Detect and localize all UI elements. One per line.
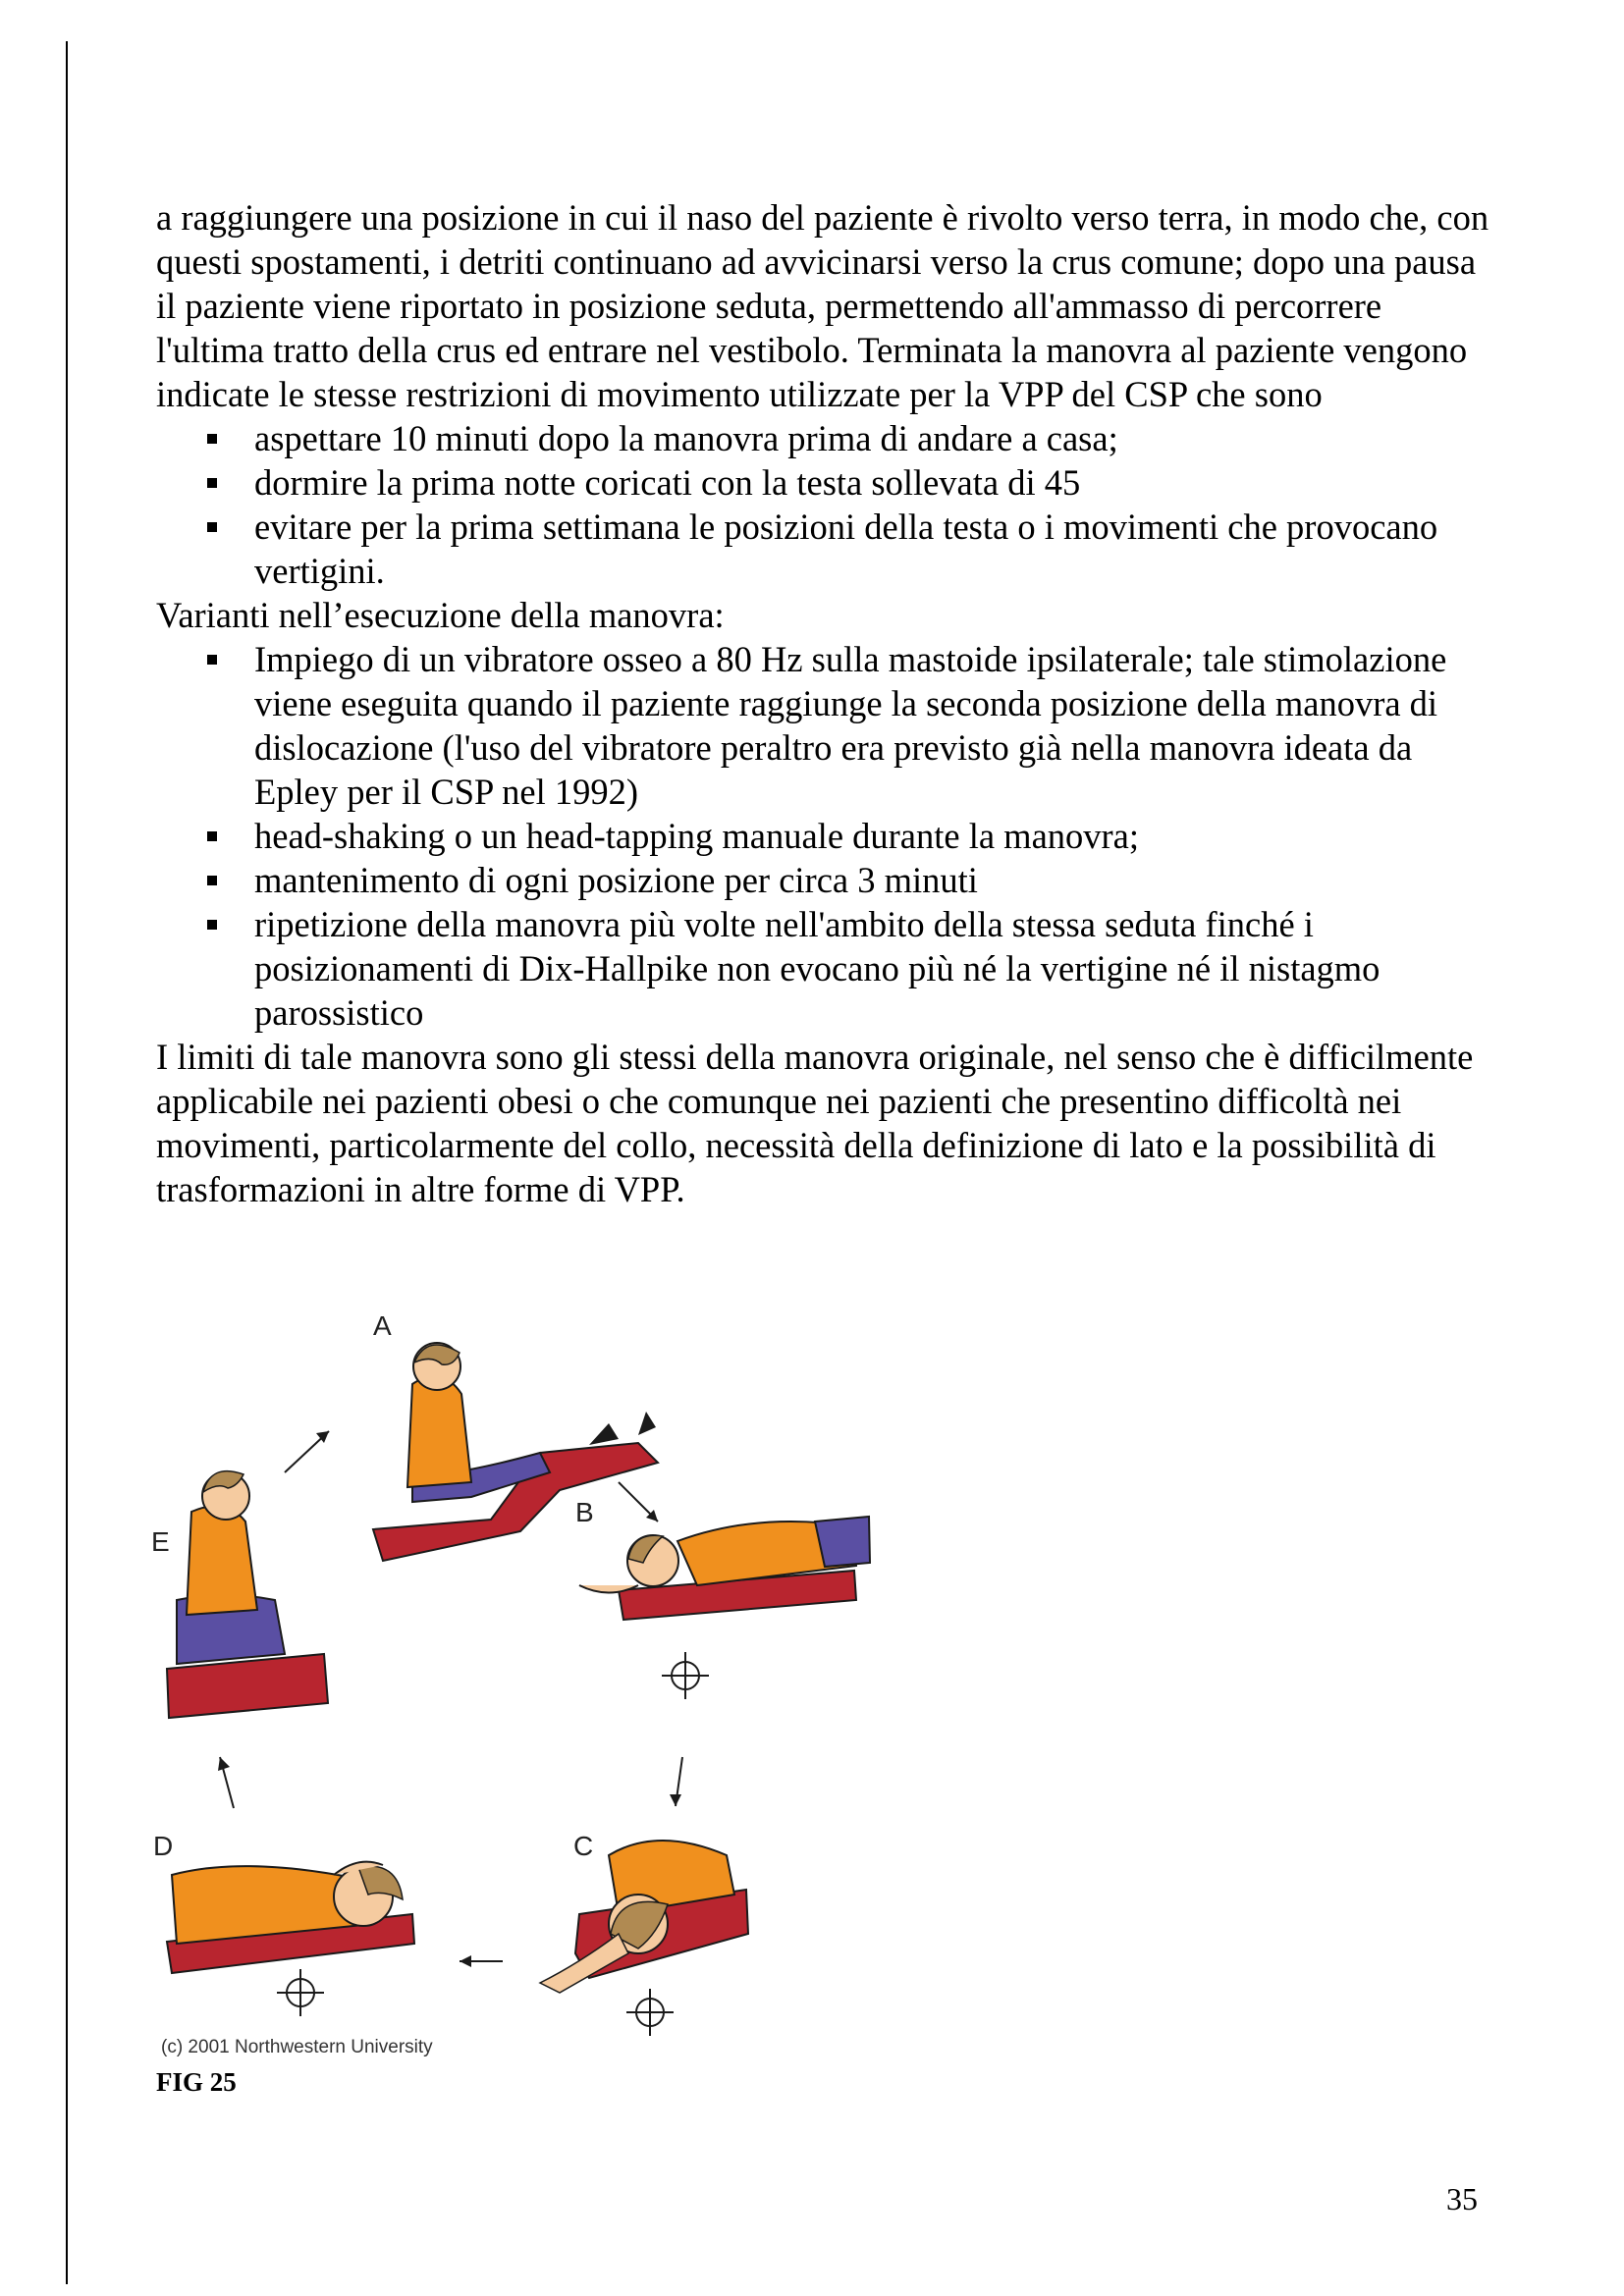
variants-list [156,637,1491,1035]
list-item: Impiego di un vibratore osseo a 80 Hz sulla mastoide ipsilaterale; tale stimolazione viene eseguita quando il paziente raggiunge la seconda posizione della manovra di dislocazione (l'uso del vibratore peraltro era previsto già nella manovra ideata da Epley per il CSP nel 1992) [156,637,1491,814]
panel-label-a: A [373,1310,392,1341]
list-item: head-shaking o un head-tapping manuale durante la manovra; [156,814,1491,858]
figure-copyright: (c) 2001 Northwestern University [161,2037,433,2057]
limiti-paragraph: I limiti di tale manovra sono gli stessi della manovra originale, nel senso che è difficilmente applicabile nei pazienti obesi o che comunque nei pazienti che presentino difficoltà nei movimenti, particolarmente del collo, necessità della definizione di lato e la possibilità di trasformazioni in altre forme di VPP. [156,1037,1474,1209]
list-item: ripetizione della manovra più volte nell'ambito della stessa seduta finché i posizionamenti di Dix-Hallpike non evocano più né la vertigine né il nistagmo parossistico [156,902,1491,1035]
panel-d [153,1831,414,1973]
panel-c [540,1831,748,1993]
body-text [156,195,1491,1211]
maneuver-figure [147,1306,874,2071]
panel-label-e: E [151,1526,170,1557]
crosshair-icon [662,1652,709,1699]
panel-label-d: D [153,1831,174,1861]
list-item: aspettare 10 minuti dopo la manovra prima di andare a casa; [156,416,1491,460]
list-item: dormire la prima notte coricati con la testa sollevata di 45 [156,460,1491,505]
intro-paragraph: a raggiungere una posizione in cui il naso del paziente è rivolto verso terra, in modo che, con questi spostamenti, i detriti continuano ad avvicinarsi verso la crus comune; dopo una pausa il paziente viene riportato in posizione seduta, permettendo all'ammasso di percorrere l'ultima tratto della crus ed entrare nel vestibolo. Terminata la manovra al paziente vengono indicate le stesse restrizioni di movimento utilizzate per la VPP del CSP che sono [156,197,1489,414]
panel-label-b: B [575,1497,594,1527]
list-item: mantenimento di ogni posizione per circa 3 minuti [156,858,1491,902]
panel-e [151,1471,328,1718]
crosshair-icon [626,1989,674,2036]
panel-a [373,1310,658,1561]
list-item: evitare per la prima settimana le posizioni della testa o i movimenti che provocano vertigini. [156,505,1491,593]
varianti-heading: Varianti nell’esecuzione della manovra: [156,595,725,635]
page-number: 35 [1446,2181,1478,2216]
restrictions-list [156,416,1491,593]
panel-label-c: C [573,1831,594,1861]
margin-rule [66,41,68,2284]
crosshair-icon [277,1969,324,2016]
panel-b [575,1497,870,1620]
figure-caption: FIG 25 [156,2067,237,2097]
